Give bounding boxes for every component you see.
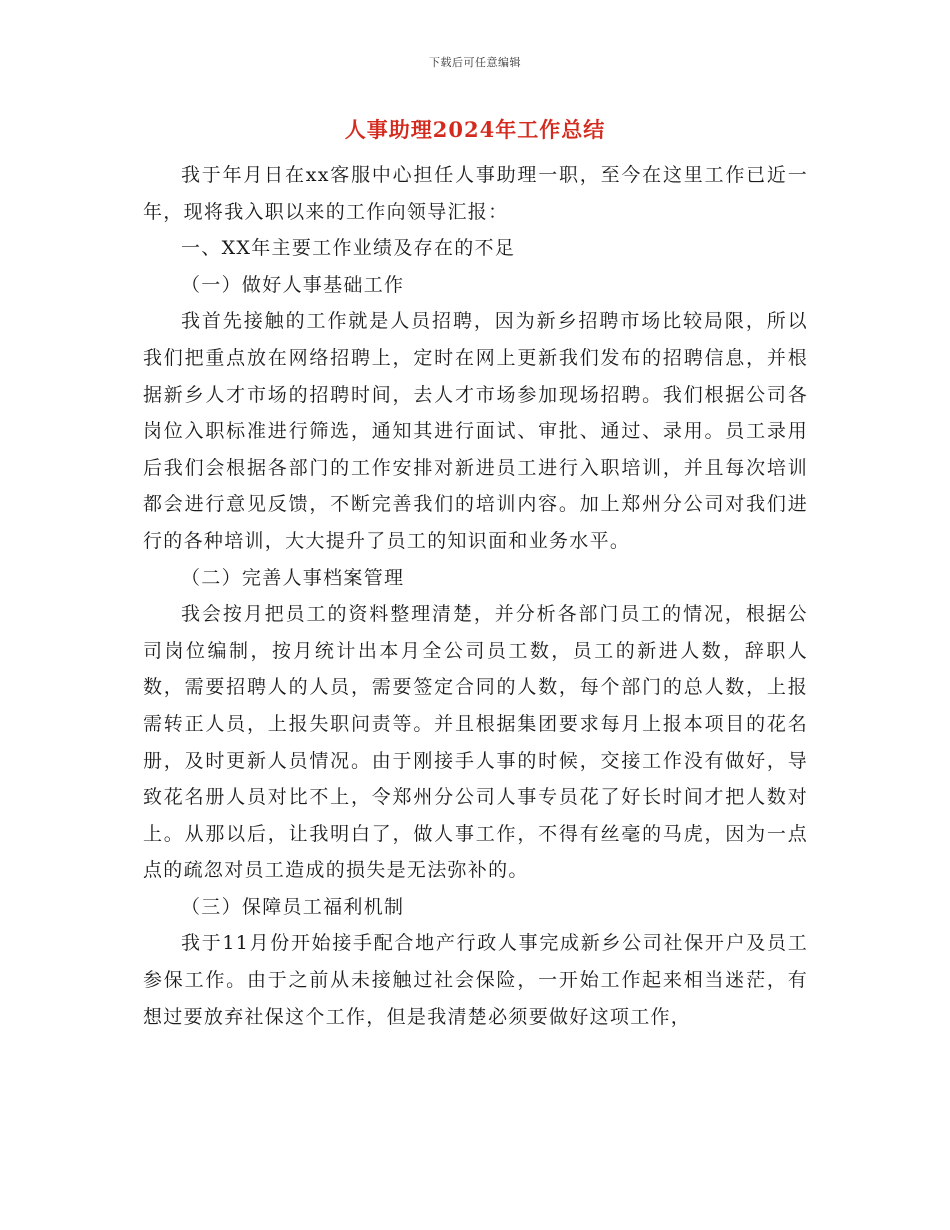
- document-body: [143, 157, 808, 1035]
- section-heading-1: 一、XX年主要工作业绩及存在的不足: [181, 237, 516, 260]
- paragraph-welfare: 我于11月份开始接手配合地产行政人事完成新乡公司社保开户及员工参保工作。由于之前从未接触过社会保险，一开始工作起来相当迷茫，有想过要放弃社保这个工作，但是我清楚必须要做好这项工作，: [143, 932, 808, 1028]
- paragraph-intro: 我于年月日在xx客服中心担任人事助理一职，至今在这里工作已近一年，现将我入职以来的工作向领导汇报：: [143, 164, 808, 223]
- subsection-heading-2: （二）完善人事档案管理: [181, 566, 405, 589]
- document-title: 人事助理2024年工作总结: [344, 117, 606, 142]
- page-header-note: 下载后可任意编辑: [429, 56, 521, 69]
- subsection-heading-3: （三）保障员工福利机制: [181, 895, 405, 918]
- subsection-heading-1: （一）做好人事基础工作: [181, 273, 405, 296]
- paragraph-recruitment: 我首先接触的工作就是人员招聘，因为新乡招聘市场比较局限，所以我们把重点放在网络招聘上，定时在网上更新我们发布的招聘信息，并根据新乡人才市场的招聘时间，去人才市场参加现场招聘。我们根据公司各岗位入职标准进行筛选，通知其进行面试、审批、通过、录用。员工录用后我们会根据各部门的工作安排对新进员工进行入职培训，并且每次培训都会进行意见反馈，不断完善我们的培训内容。加上郑州分公司对我们进行的各种培训，大大提升了员工的知识面和业务水平。: [143, 310, 808, 552]
- paragraph-archives: 我会按月把员工的资料整理清楚，并分析各部门员工的情况，根据公司岗位编制，按月统计出本月全公司员工数，员工的新进人数，辞职人数，需要招聘人的人员，需要签定合同的人数，每个部门的总人数，上报需转正人员，上报失职问责等。并且根据集团要求每月上报本项目的花名册，及时更新人员情况。由于刚接手人事的时候，交接工作没有做好，导致花名册人员对比不上，令郑州分公司人事专员花了好长时间才把人数对上。从那以后，让我明白了，做人事工作，不得有丝毫的马虎，因为一点点的疏忽对员工造成的损失是无法弥补的。: [143, 603, 808, 882]
